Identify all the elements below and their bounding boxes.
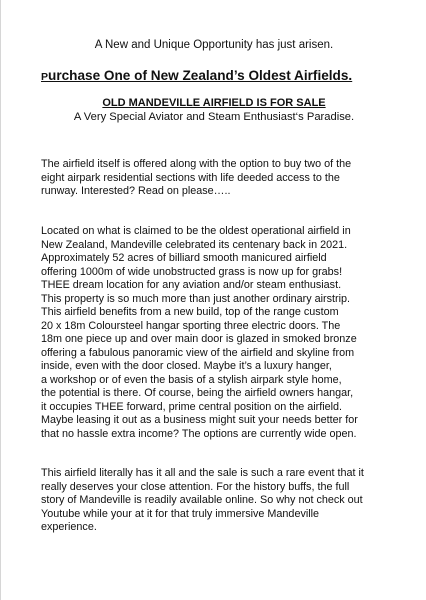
paragraph-closing: This airfield literally has it all and the sale is such a rare event that it really deserves your close attention. For the history buffs, the full story of Mandeville is readily available online. So why not check out Youtube while your at it for that truly immersive Mandeville experience. xyxy=(41,467,364,533)
paragraph-offer: The airfield itself is offered along with the option to buy two of the eight airpark residential sections with life deeded access to the runway. Interested? Read on please….. xyxy=(41,158,352,197)
sale-subheading: OLD MANDEVILLE AIRFIELD IS FOR SALE xyxy=(102,97,326,109)
headline xyxy=(41,68,401,85)
headline-text: urchase One of New Zealand’s Oldest Airfields. xyxy=(48,68,353,83)
paragraph-description: Located on what is claimed to be the oldest operational airfield in New Zealand, Mandeville celebrated its centenary back in 2021. Approximately 52 acres of billiard smooth manicured airfield offering 1000m of wide unobstructed grass is now up for grabs! THEE dream location for any aviation and/or steam enthusiast. This property is so much more than just another ordinary airstrip. This airfield benefits from a new build, top of the range custom 20 x 18m Coloursteel hangar sporting three electric doors. The 18m one piece up and over main door is glazed in smoked bronze offering a fabulous panoramic view of the airfield and skyline from inside, even with the door closed. Maybe it’s a luxury hanger, a workshop or of even the basis of a stylish airpark style home, the potential is there. Of course, being the airfield owners hangar, it occupies THEE forward, prime central position on the airfield. Maybe leasing it out as a business might suit your needs better for that no hassle extra income? The options are currently wide open. xyxy=(41,225,358,440)
tagline: A Very Special Aviator and Steam Enthusiast‘s Paradise. xyxy=(73,111,355,123)
headline-initial: P xyxy=(41,71,49,83)
intro-line: A New and Unique Opportunity has just arisen. xyxy=(94,39,334,51)
